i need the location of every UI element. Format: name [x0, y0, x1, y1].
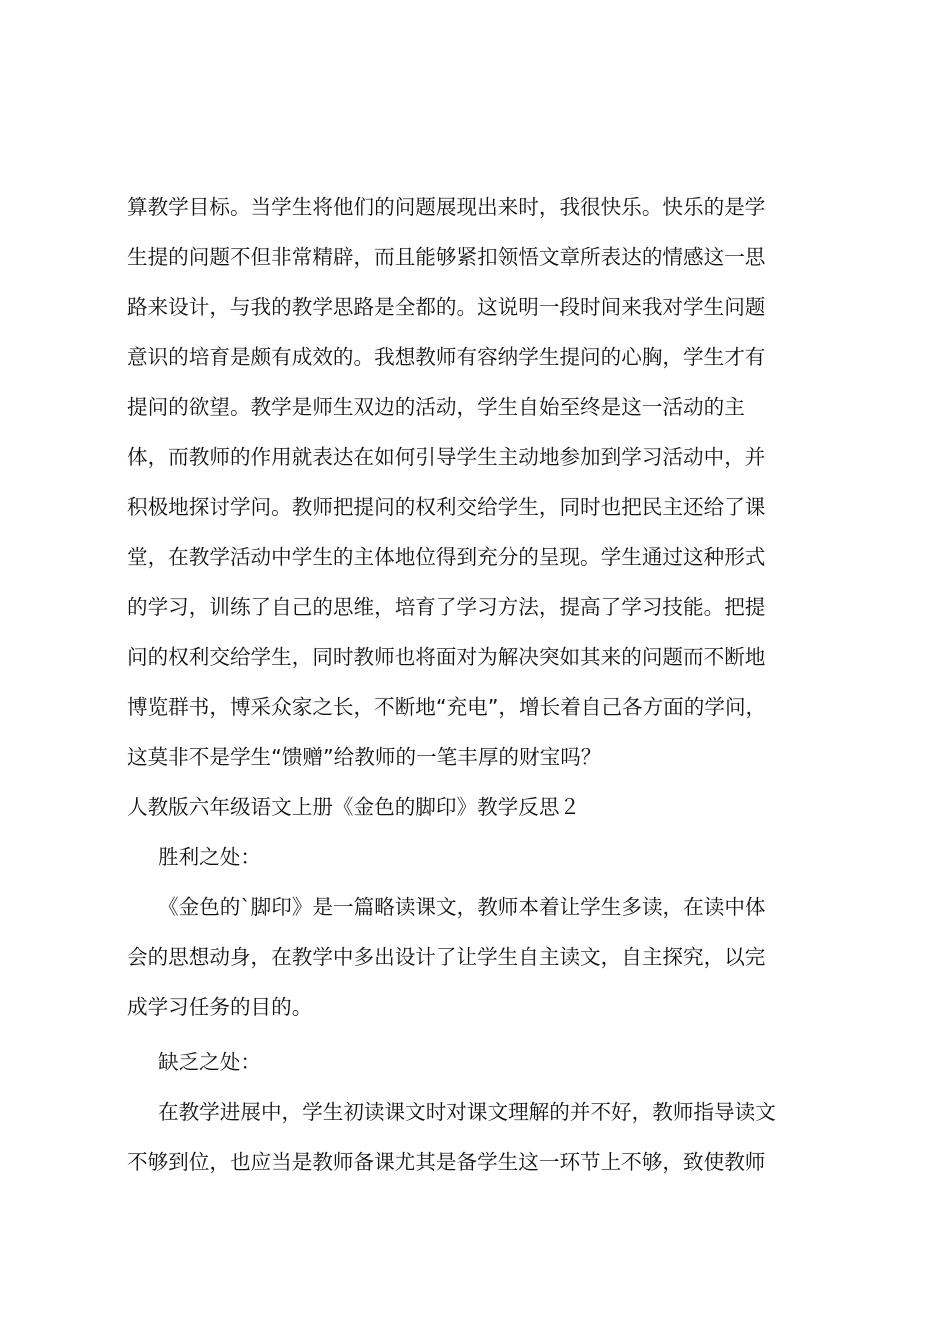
paragraph-line-1: 算教学目标。当学生将他们的问题展现出来时，我很快乐。快乐的是学 [127, 195, 766, 219]
shortcoming-line-2: 不够到位，也应当是教师备课尤其是备学生这一环节上不够，致使教师 [127, 1150, 766, 1174]
paragraph-line-11: 博览群书，博采众家之长，不断地“充电”，增长着自己各方面的学问， [127, 695, 767, 719]
paragraph-line-4: 意识的培育是颇有成效的。我想教师有容纳学生提问的心胸，学生才有 [127, 345, 766, 369]
paragraph-line-5: 提问的欲望。教学是师生双边的活动，学生自始至终是这一活动的主 [127, 395, 745, 419]
success-line-2: 会的思想动身，在教学中多出设计了让学生自主读文，自主探究，以完 [127, 945, 766, 969]
paragraph-line-7: 积极地探讨学问。教师把提问的权利交给学生，同时也把民主还给了课 [127, 495, 766, 519]
paragraph-line-2: 生提的问题不但非常精辟，而且能够紧扣领悟文章所表达的情感这一思 [127, 245, 766, 269]
success-line-1: 《金色的`脚印》是一篇略读课文，教师本着让学生多读，在读中体 [158, 895, 766, 919]
paragraph-line-6: 体，而教师的作用就表达在如何引导学生主动地参加到学习活动中，并 [127, 445, 766, 469]
success-line-3: 成学习任务的目的。 [127, 995, 313, 1019]
paragraph-line-3: 路来设计，与我的教学思路是全都的。这说明一段时间来我对学生问题 [127, 295, 766, 319]
paragraph-line-9: 的学习，训练了自己的思维，培育了学习方法，提高了学习技能。把提 [127, 595, 766, 619]
section-title: 人教版六年级语文上册《金色的脚印》教学反思２ [127, 795, 581, 819]
paragraph-line-12: 这莫非不是学生“馈赠”给教师的一笔丰厚的财宝吗？ [127, 745, 602, 769]
paragraph-line-10: 问的权利交给学生，同时教师也将面对为解决突如其来的问题而不断地 [127, 645, 766, 669]
heading-success: 胜利之处： [158, 845, 261, 869]
paragraph-line-8: 堂，在教学活动中学生的主体地位得到充分的呈现。学生通过这种形式 [127, 545, 766, 569]
heading-shortcoming: 缺乏之处： [158, 1050, 261, 1074]
shortcoming-line-1: 在教学进展中，学生初读课文时对课文理解的并不好，教师指导读文 [158, 1100, 776, 1124]
document-body [127, 182, 833, 1187]
